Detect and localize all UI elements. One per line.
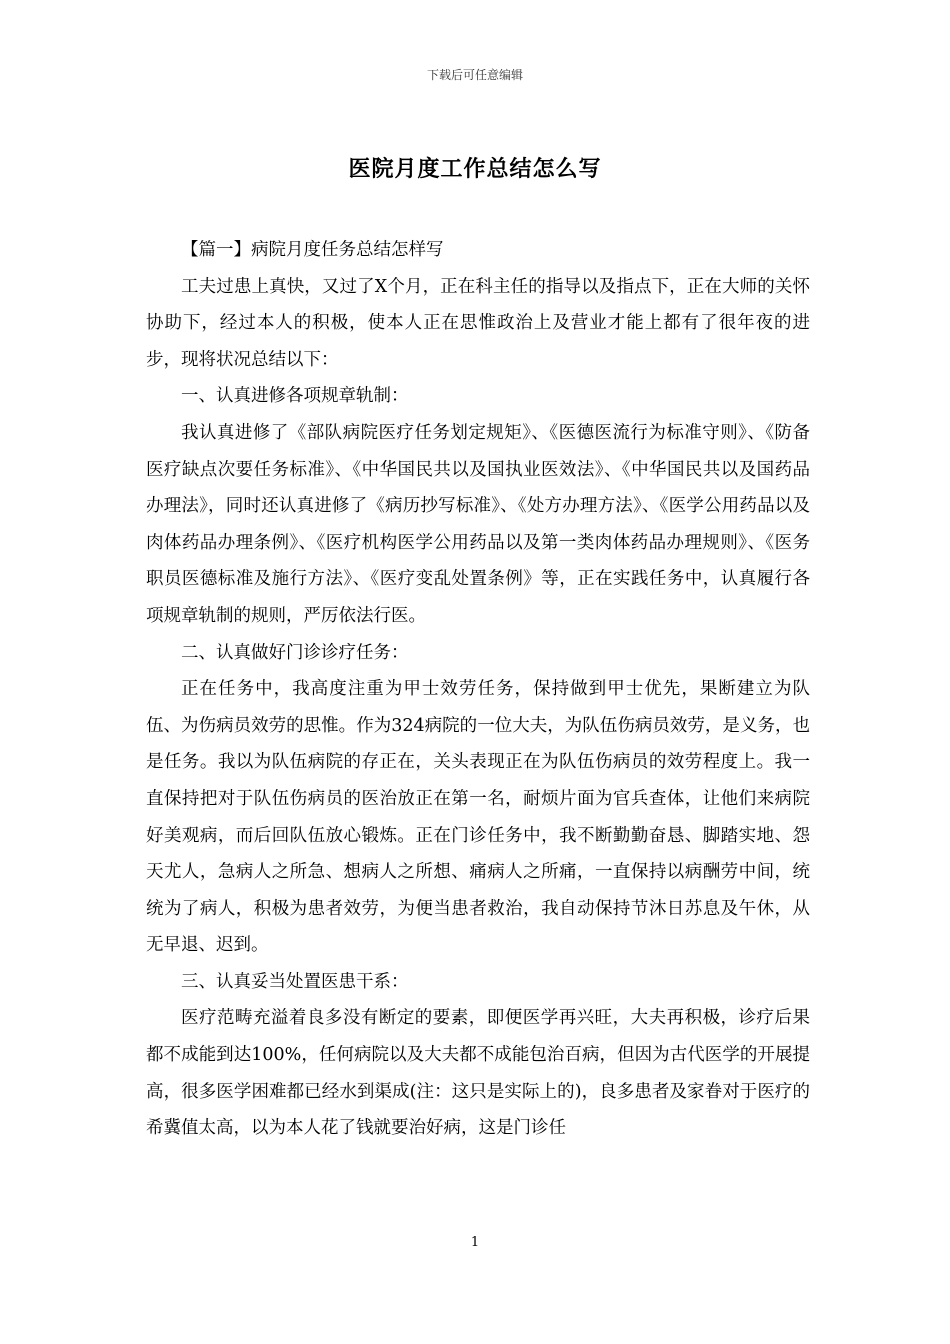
section-heading: 三、认真妥当处置医患干系： xyxy=(181,971,409,992)
body-paragraph: 我认真进修了《部队病院医疗任务划定规矩》、《医德医流行为标准守则》、《防备医疗缺点次要任务标准》、《中华国民共以及国执业医效法》、《中华国民共以及国药品办理法》，同时还认真进修了《病历抄写标准》、《处方办理方法》、《医学公用药品以及肉体药品办理条例》、《医疗机构医学公用药品以及第一类肉体药品办理规则》、《医务职员医德标准及施行方法》、《医疗变乱处置条例》等，正在实践任务中，认真履行各项规章轨制的规则，严厉依法行医。 xyxy=(146,422,810,626)
body-paragraph: 医疗范畴充溢着良多没有断定的要素，即便医学再兴旺，大夫再积极，诊疗后果都不成能到达100%，任何病院以及大夫都不成能包治百病，但因为古代医学的开展提高，很多医学困难都已经水到渠成(注：这只是实际上的)，良多患者及家眷对于医疗的希冀值太高，以为本人花了钱就要治好病，这是门诊任 xyxy=(146,1008,810,1139)
chapter-heading: 【篇一】病院月度任务总结怎样写 xyxy=(181,240,444,260)
page-number: 1 xyxy=(470,1235,480,1250)
section-heading: 一、认真进修各项规章轨制： xyxy=(181,386,409,407)
header-note: 下载后可任意编辑 xyxy=(426,68,523,82)
document-title: 医院月度工作总结怎么写 xyxy=(348,156,602,182)
body-paragraph: 正在任务中，我高度注重为甲士效劳任务，保持做到甲士优先，果断建立为队伍、为伤病员效劳的思惟。作为324病院的一位大夫，为队伍伤病员效劳，是义务，也是任务。我以为队伍病院的存正在，关头表现正在为队伍伤病员的效劳程度上。我一直保持把对于队伍伤病员的医治放正在第一名，耐烦片面为官兵查体，让他们来病院好美观病，而后回队伍放心锻炼。正在门诊任务中，我不断勤勤奋恳、脚踏实地、怨天尤人，急病人之所急、想病人之所想、痛病人之所痛，一直保持以病酬劳中间，统统为了病人，积极为患者效劳，为便当患者救治，我自动保持节沐日苏息及午休，从无早退、迟到。 xyxy=(146,679,810,956)
document-body xyxy=(146,232,810,1147)
section-heading: 二、认真做好门诊诊疗任务： xyxy=(181,642,409,663)
body-paragraph: 工夫过患上真快，又过了X个月，正在科主任的指导以及指点下，正在大师的关怀协助下，经过本人的积极，使本人正在思惟政治上及营业才能上都有了很年夜的进步，现将状况总结以下： xyxy=(146,276,810,370)
